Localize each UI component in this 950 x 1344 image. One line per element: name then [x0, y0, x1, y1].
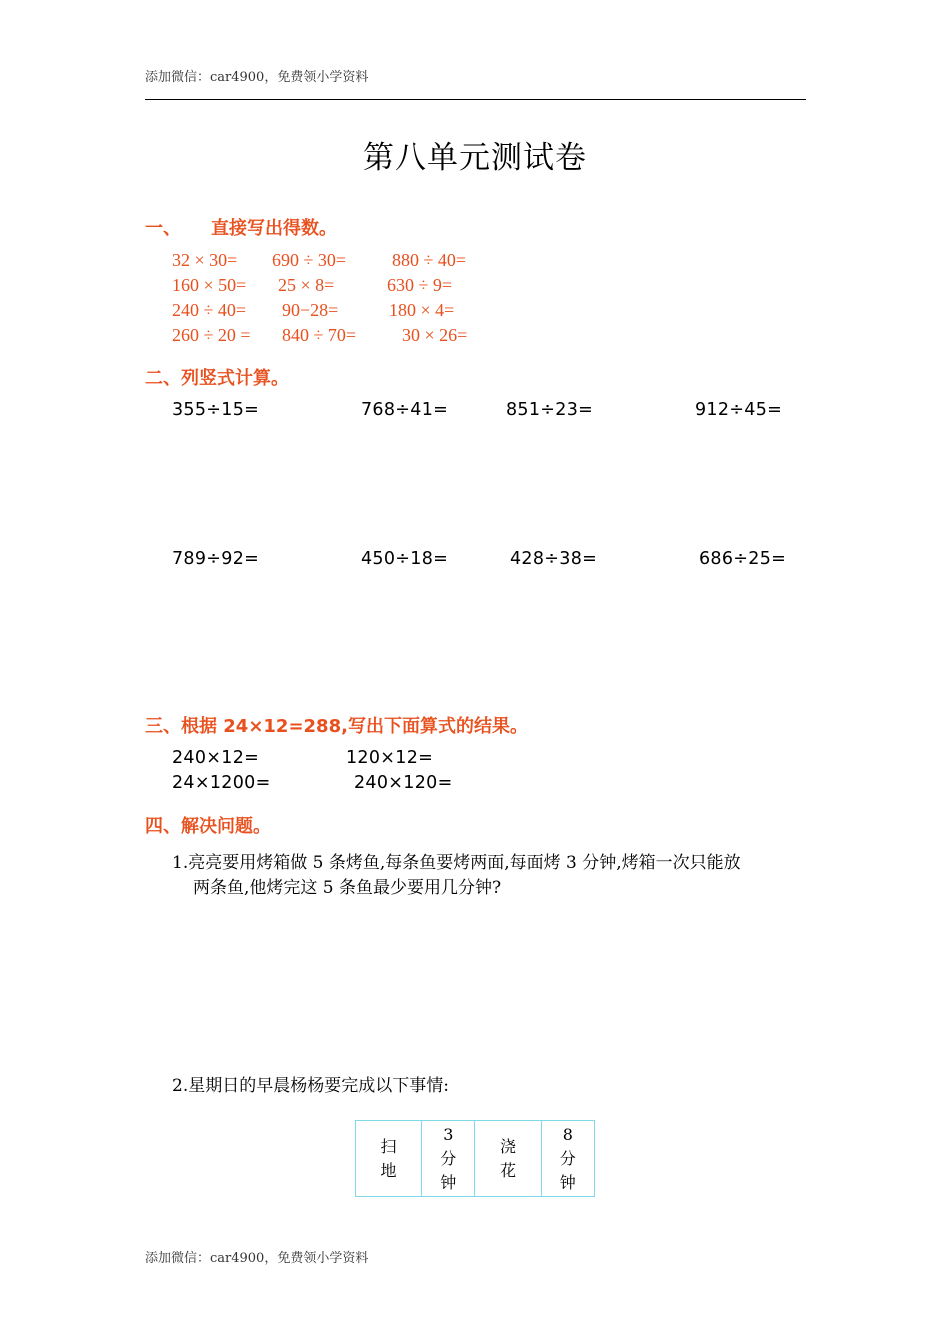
page-title: 第八单元测试卷	[363, 140, 587, 176]
vertical-calc-8: 686÷25=	[699, 549, 787, 569]
oral-expr-3-3: 180 × 4=	[389, 300, 455, 320]
time-cell	[541, 1121, 594, 1197]
vertical-calc-4: 912÷45=	[695, 400, 783, 420]
header-rule	[145, 99, 806, 100]
vertical-calc-5: 789÷92=	[172, 549, 260, 569]
oral-expr-3-2: 90−28=	[282, 300, 339, 320]
vertical-calc-6: 450÷18=	[361, 549, 449, 569]
section2-heading: 二、列竖式计算。	[145, 368, 289, 389]
task-cell	[356, 1121, 422, 1197]
derived-expr-3: 24×1200=	[172, 773, 271, 793]
oral-expr-3-1: 240 ÷ 40=	[172, 300, 247, 320]
oral-expr-4-2: 840 ÷ 70=	[282, 325, 357, 345]
vertical-calc-7: 428÷38=	[510, 549, 598, 569]
section4-heading: 四、解决问题。	[145, 816, 271, 837]
oral-expr-1-2: 690 ÷ 30=	[272, 250, 347, 270]
oral-expr-2-1: 160 × 50=	[172, 275, 247, 295]
vertical-calc-1: 355÷15=	[172, 400, 260, 420]
task-name: 浇花	[500, 1136, 517, 1180]
task-table	[355, 1120, 595, 1197]
derived-expr-1: 240×12=	[172, 748, 260, 768]
task-time: 8分钟	[559, 1124, 576, 1192]
task-time: 3分钟	[440, 1124, 457, 1192]
problem-1-line-2: 两条鱼,他烤完这 5 条鱼最少要用几分钟?	[193, 878, 502, 898]
footer-text: 添加微信：car4900，免费领小学资料	[145, 1251, 369, 1266]
section1-heading-number: 一、	[145, 218, 181, 239]
task-cell	[475, 1121, 541, 1197]
oral-expr-4-1: 260 ÷ 20 =	[172, 325, 251, 345]
oral-expr-1-1: 32 × 30=	[172, 250, 238, 270]
problem-2-text: 2.星期日的早晨杨杨要完成以下事情:	[172, 1076, 449, 1096]
vertical-calc-3: 851÷23=	[506, 400, 594, 420]
oral-expr-2-3: 630 ÷ 9=	[387, 275, 453, 295]
task-name: 扫地	[380, 1136, 397, 1180]
derived-expr-2: 120×12=	[346, 748, 434, 768]
problem-1-line-1: 1.亮亮要用烤箱做 5 条烤鱼,每条鱼要烤两面,每面烤 3 分钟,烤箱一次只能放	[172, 853, 741, 873]
time-cell	[422, 1121, 475, 1197]
section1-heading: 直接写出得数。	[211, 218, 337, 239]
header-text: 添加微信：car4900，免费领小学资料	[145, 70, 369, 85]
derived-expr-4: 240×120=	[354, 773, 453, 793]
oral-expr-1-3: 880 ÷ 40=	[392, 250, 467, 270]
oral-expr-2-2: 25 × 8=	[278, 275, 335, 295]
oral-expr-4-3: 30 × 26=	[402, 325, 468, 345]
vertical-calc-2: 768÷41=	[361, 400, 449, 420]
table-row	[356, 1121, 595, 1197]
section3-heading: 三、根据 24×12=288,写出下面算式的结果。	[145, 716, 528, 737]
